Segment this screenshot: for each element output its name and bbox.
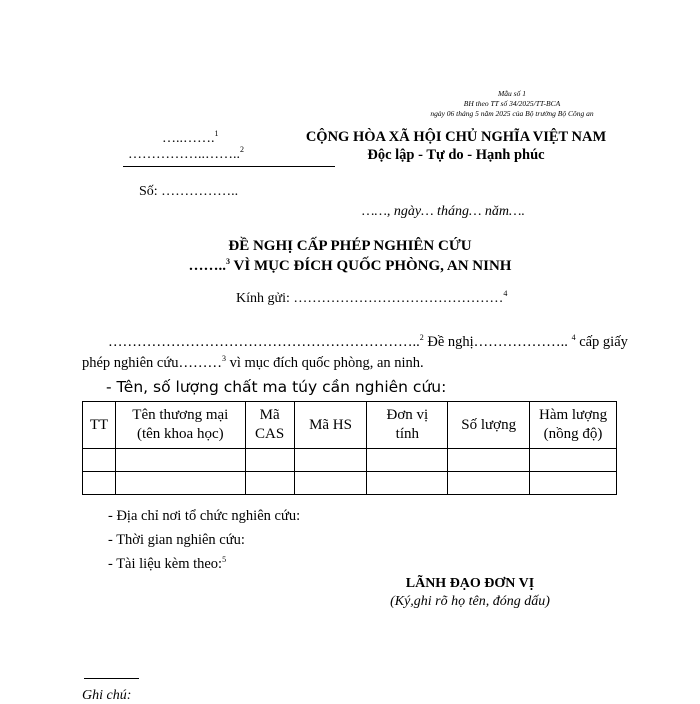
table-cell[interactable] [245, 449, 294, 472]
header-unit: Đơn vị tính [367, 402, 448, 449]
footnote-label: Ghi chú: [82, 688, 132, 703]
parent-agency-field: …..…….$^1$ [162, 129, 219, 146]
form-issuance: ngày 06 tháng 5 năm 2025 của Bộ trưởng Bộ Công an [430, 109, 594, 118]
table-header-row [83, 402, 617, 449]
header-cas: Mã CAS [245, 402, 294, 449]
document-subtitle: ……..$^3$ VÌ MỤC ĐÍCH QUỐC PHÒNG, AN NINH [188, 257, 512, 274]
table-cell[interactable] [294, 472, 367, 495]
place-date: ……, ngày… tháng… năm…. [362, 204, 525, 219]
national-motto: Độc lập - Tự do - Hạnh phúc [367, 147, 545, 163]
table-cell[interactable] [245, 472, 294, 495]
table-cell[interactable] [448, 449, 530, 472]
table-row [83, 449, 617, 472]
header-hs-code: Mã HS [294, 402, 367, 449]
table-row [83, 472, 617, 495]
table-cell[interactable] [83, 472, 116, 495]
table-cell[interactable] [115, 449, 245, 472]
request-line-1: ………………………………………………………..$^2$ Đề nghị……………….. $^4$ cấp giấy [108, 333, 628, 350]
document-number: Số: …………….. [139, 184, 239, 199]
attachments-field: - Tài liệu kèm theo:$^5$ [108, 555, 227, 572]
national-title: CỘNG HÒA XÃ HỘI CHỦ NGHĨA VIỆT NAM [305, 129, 607, 145]
research-time-field: - Thời gian nghiên cứu: [108, 532, 245, 548]
document-title: ĐỀ NGHỊ CẤP PHÉP NGHIÊN CỨU [228, 238, 472, 254]
agency-underline [123, 166, 335, 167]
table-cell[interactable] [115, 472, 245, 495]
table-cell[interactable] [367, 472, 448, 495]
footnote-separator [84, 678, 139, 679]
substance-table [82, 401, 617, 495]
unit-name-field: ……………..……..$^2$ [128, 145, 244, 162]
header-quantity: Số lượng [448, 402, 530, 449]
header-concentration: Hàm lượng (nồng độ) [530, 402, 617, 449]
request-line-2: phép nghiên cứu………$^3$ vì mục đích quốc phòng, an ninh. [82, 354, 424, 371]
form-number: Mẫu số 1 [498, 89, 526, 98]
table-cell[interactable] [367, 449, 448, 472]
form-basis: BH theo TT số 34/2025/TT-BCA [463, 99, 561, 108]
table-cell[interactable] [530, 449, 617, 472]
signature-instruction: (Ký,ghi rõ họ tên, đóng dấu) [390, 594, 550, 609]
signature-title: LÃNH ĐẠO ĐƠN VỊ [405, 576, 535, 591]
table-cell[interactable] [294, 449, 367, 472]
table-cell[interactable] [83, 449, 116, 472]
table-cell[interactable] [530, 472, 617, 495]
header-index: TT [83, 402, 116, 449]
table-cell[interactable] [448, 472, 530, 495]
substance-list-title: - Tên, số lượng chất ma túy cần nghiên cứu: [106, 378, 447, 396]
recipient-line: Kính gửi: ………………………………………$^4$ [236, 289, 508, 306]
header-trade-name: Tên thương mại (tên khoa học) [115, 402, 245, 449]
research-address-field: - Địa chỉ nơi tổ chức nghiên cứu: [108, 508, 301, 524]
